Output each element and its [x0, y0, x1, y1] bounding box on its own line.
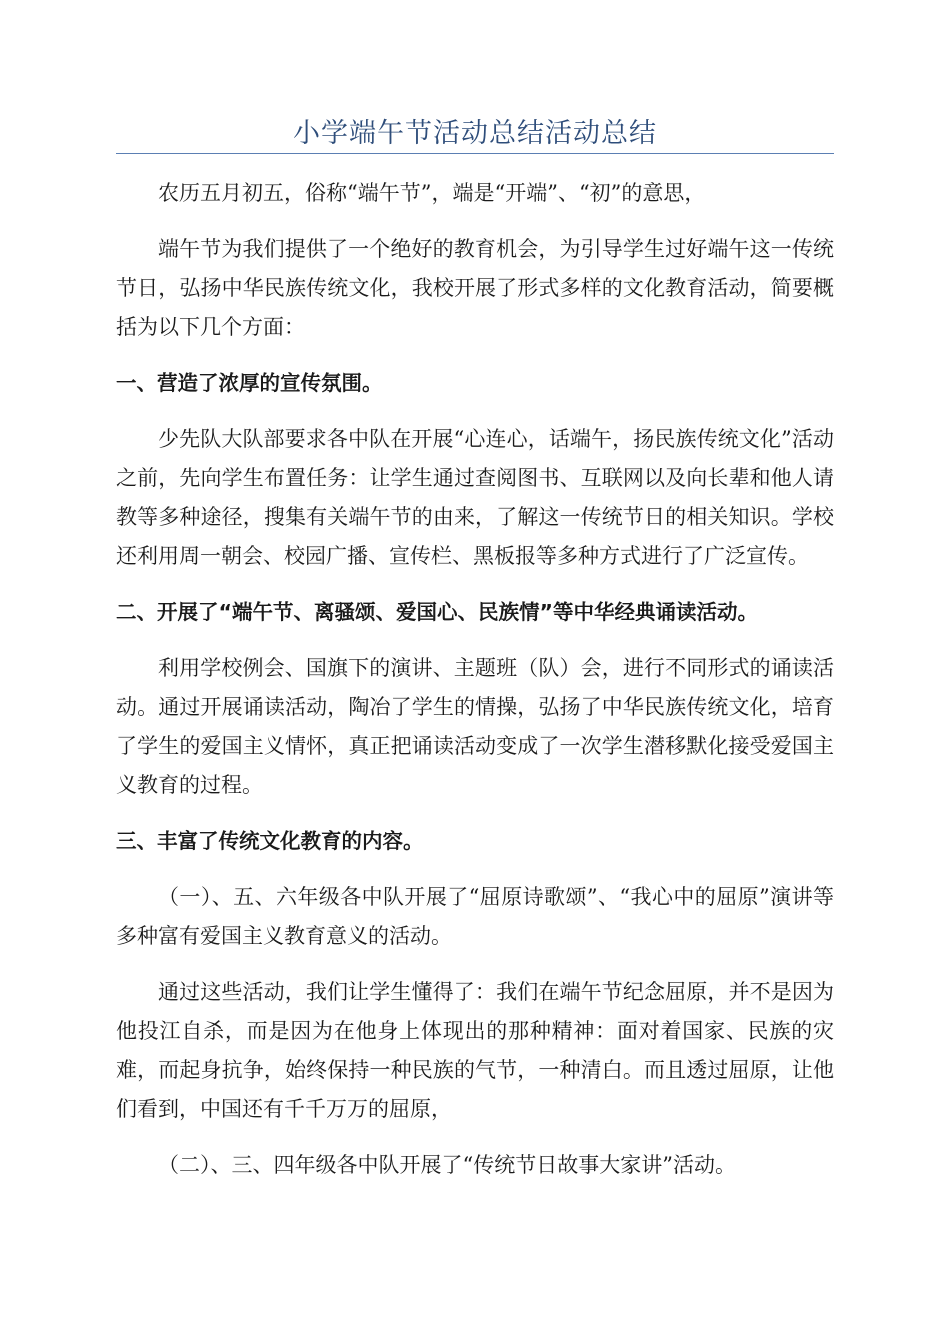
document-title: 小学端午节活动总结活动总结	[293, 118, 657, 149]
paragraph-section-3-detail: 通过这些活动，我们让学生懂得了：我们在端午节纪念屈原，并不是因为他投江自杀，而是因为在他身上体现出的那种精神：面对着国家、民族的灾难，而起身抗争，始终保持一种民族的气节，一种清白。而且透过屈原，让他们看到，中国还有千千万万的屈原，	[116, 980, 834, 1121]
section-heading-2: 二、开展了“端午节、离骚颂、爱国心、民族情”等中华经典诵读活动。	[116, 600, 758, 624]
paragraph-section-3-item-1: （一）、五、六年级各中队开展了“屈原诗歌颂”、“我心中的屈原”演讲等多种富有爱国主义教育意义的活动。	[116, 885, 834, 948]
paragraph-section-1: 少先队大队部要求各中队在开展“心连心，话端午，扬民族传统文化”活动之前，先向学生布置任务：让学生通过查阅图书、互联网以及向长辈和他人请教等多种途径，搜集有关端午节的由来，了解这一传统节日的相关知识。学校还利用周一朝会、校园广播、宣传栏、黑板报等多种方式进行了广泛宣传。	[116, 427, 834, 568]
paragraph-intro: 农历五月初五，俗称“端午节”，端是“开端”、“初”的意思，	[158, 181, 706, 205]
section-heading-1: 一、营造了浓厚的宣传氛围。	[116, 371, 383, 395]
document-body	[116, 174, 834, 1202]
title-underline-divider	[116, 153, 834, 154]
paragraph-section-2: 利用学校例会、国旗下的演讲、主题班（队）会，进行不同形式的诵读活动。通过开展诵读活动，陶冶了学生的情操，弘扬了中华民族传统文化，培育了学生的爱国主义情怀，真正把诵读活动变成了一次学生潜移默化接受爱国主义教育的过程。	[116, 656, 834, 797]
paragraph-section-3-item-2: （二）、三、四年级各中队开展了“传统节日故事大家讲”活动。	[158, 1153, 736, 1177]
section-heading-3: 三、丰富了传统文化教育的内容。	[116, 829, 424, 853]
paragraph-overview: 端午节为我们提供了一个绝好的教育机会，为引导学生过好端午这一传统节日，弘扬中华民族传统文化，我校开展了形式多样的文化教育活动，简要概括为以下几个方面：	[116, 237, 834, 339]
